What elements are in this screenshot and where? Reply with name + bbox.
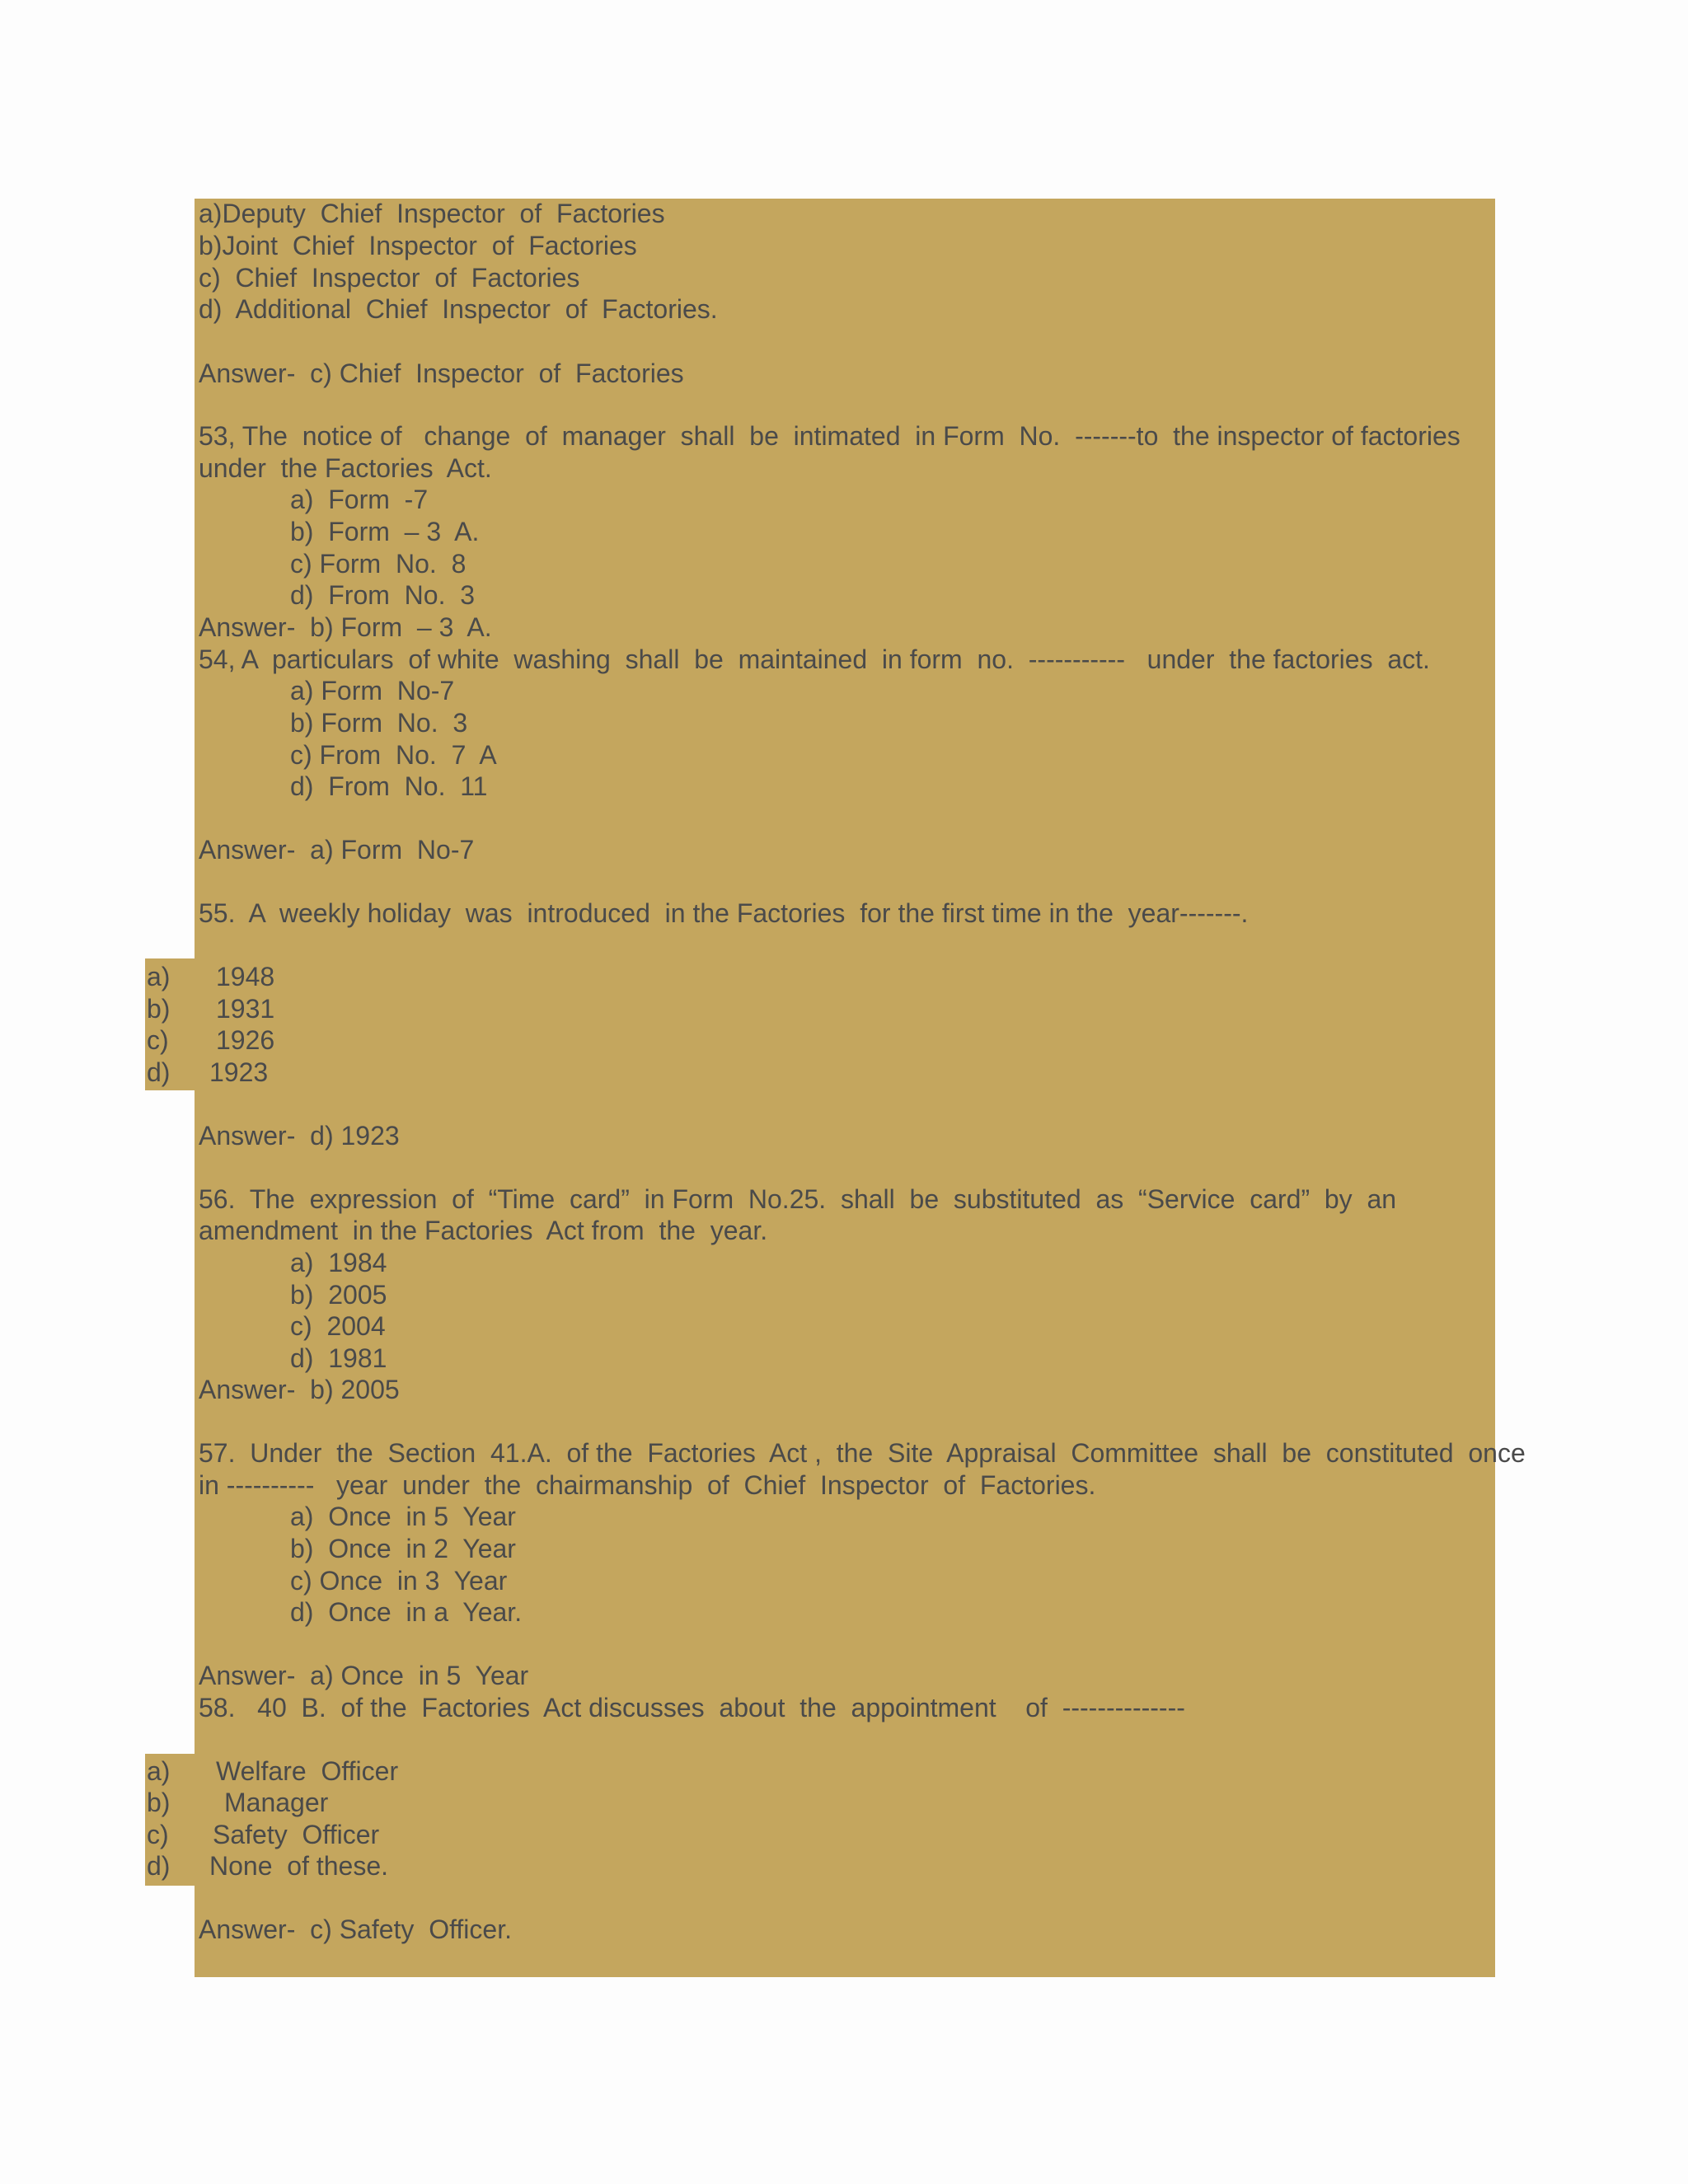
q52-answer: Answer- c) Chief Inspector of Factories bbox=[199, 359, 684, 388]
q55-option-a-value: 1948 bbox=[216, 962, 275, 991]
q58-option-a-value: Welfare Officer bbox=[216, 1756, 399, 1786]
q55-option-b-value: 1931 bbox=[216, 994, 275, 1024]
q56-option-a: a) 1984 bbox=[290, 1248, 387, 1277]
q53-answer: Answer- b) Form – 3 A. bbox=[199, 612, 492, 642]
q58-option-b-value: Manager bbox=[224, 1788, 329, 1817]
q57-question-line2: in ---------- year under the chairmanship of Chief Inspector of Factories. bbox=[199, 1470, 1096, 1500]
q56-option-b: b) 2005 bbox=[290, 1280, 387, 1310]
q53-question-line1: 53, The notice of change of manager shall be intimated in Form No. -------to the inspector of factories bbox=[199, 421, 1461, 451]
q55-option-c-label: c) bbox=[147, 1025, 169, 1055]
q53-option-b: b) Form – 3 A. bbox=[290, 517, 480, 546]
q54-option-c: c) From No. 7 A bbox=[290, 740, 497, 770]
q52-option-a: a)Deputy Chief Inspector of Factories bbox=[199, 199, 665, 228]
q55-option-d-value: 1923 bbox=[209, 1057, 269, 1087]
q54-answer: Answer- a) Form No-7 bbox=[199, 835, 475, 865]
q55-options-band bbox=[145, 958, 1495, 1090]
q56-question-line2: amendment in the Factories Act from the year. bbox=[199, 1216, 768, 1245]
q58-answer: Answer- c) Safety Officer. bbox=[199, 1915, 512, 1944]
q57-option-b: b) Once in 2 Year bbox=[290, 1534, 516, 1563]
q55-option-b-label: b) bbox=[147, 994, 171, 1024]
q53-option-a: a) Form -7 bbox=[290, 485, 429, 514]
q52-option-c: c) Chief Inspector of Factories bbox=[199, 263, 580, 293]
q54-option-b: b) Form No. 3 bbox=[290, 708, 468, 738]
q54-question: 54, A particulars of white washing shall be maintained in form no. ----------- under the factories act. bbox=[199, 644, 1430, 674]
q55-question: 55. A weekly holiday was introduced in the Factories for the first time in the year-------. bbox=[199, 898, 1249, 928]
q57-option-c: c) Once in 3 Year bbox=[290, 1566, 508, 1596]
q55-option-d-label: d) bbox=[147, 1057, 171, 1087]
q57-option-a: a) Once in 5 Year bbox=[290, 1502, 516, 1531]
q54-option-a: a) Form No-7 bbox=[290, 676, 455, 705]
q52-option-d: d) Additional Chief Inspector of Factories. bbox=[199, 294, 718, 324]
q57-question-line1: 57. Under the Section 41.A. of the Factories Act , the Site Appraisal Committee shall be constituted once bbox=[199, 1438, 1526, 1468]
q53-option-c: c) Form No. 8 bbox=[290, 549, 467, 579]
q55-option-a-label: a) bbox=[147, 962, 171, 991]
q58-question: 58. 40 B. of the Factories Act discusses about the appointment of -------------- bbox=[199, 1693, 1185, 1722]
q57-option-d: d) Once in a Year. bbox=[290, 1597, 523, 1627]
q57-answer: Answer- a) Once in 5 Year bbox=[199, 1661, 529, 1690]
q56-answer: Answer- b) 2005 bbox=[199, 1375, 400, 1404]
q56-question-line1: 56. The expression of “Time card” in Form No.25. shall be substituted as “Service card” by an bbox=[199, 1184, 1397, 1214]
q58-option-d-label: d) bbox=[147, 1851, 171, 1881]
q58-option-c-value: Safety Officer bbox=[213, 1820, 380, 1849]
q52-option-b: b)Joint Chief Inspector of Factories bbox=[199, 231, 637, 260]
q53-question-line2: under the Factories Act. bbox=[199, 453, 492, 483]
q58-option-d-value: None of these. bbox=[209, 1851, 389, 1881]
q56-option-c: c) 2004 bbox=[290, 1311, 386, 1341]
q56-option-d: d) 1981 bbox=[290, 1343, 387, 1373]
q58-option-a-label: a) bbox=[147, 1756, 171, 1786]
q55-answer: Answer- d) 1923 bbox=[199, 1121, 400, 1151]
q58-option-b-label: b) bbox=[147, 1788, 171, 1817]
q53-option-d: d) From No. 3 bbox=[290, 580, 476, 610]
q55-option-c-value: 1926 bbox=[216, 1025, 275, 1055]
q58-option-c-label: c) bbox=[147, 1820, 169, 1849]
q54-option-d: d) From No. 11 bbox=[290, 771, 488, 801]
